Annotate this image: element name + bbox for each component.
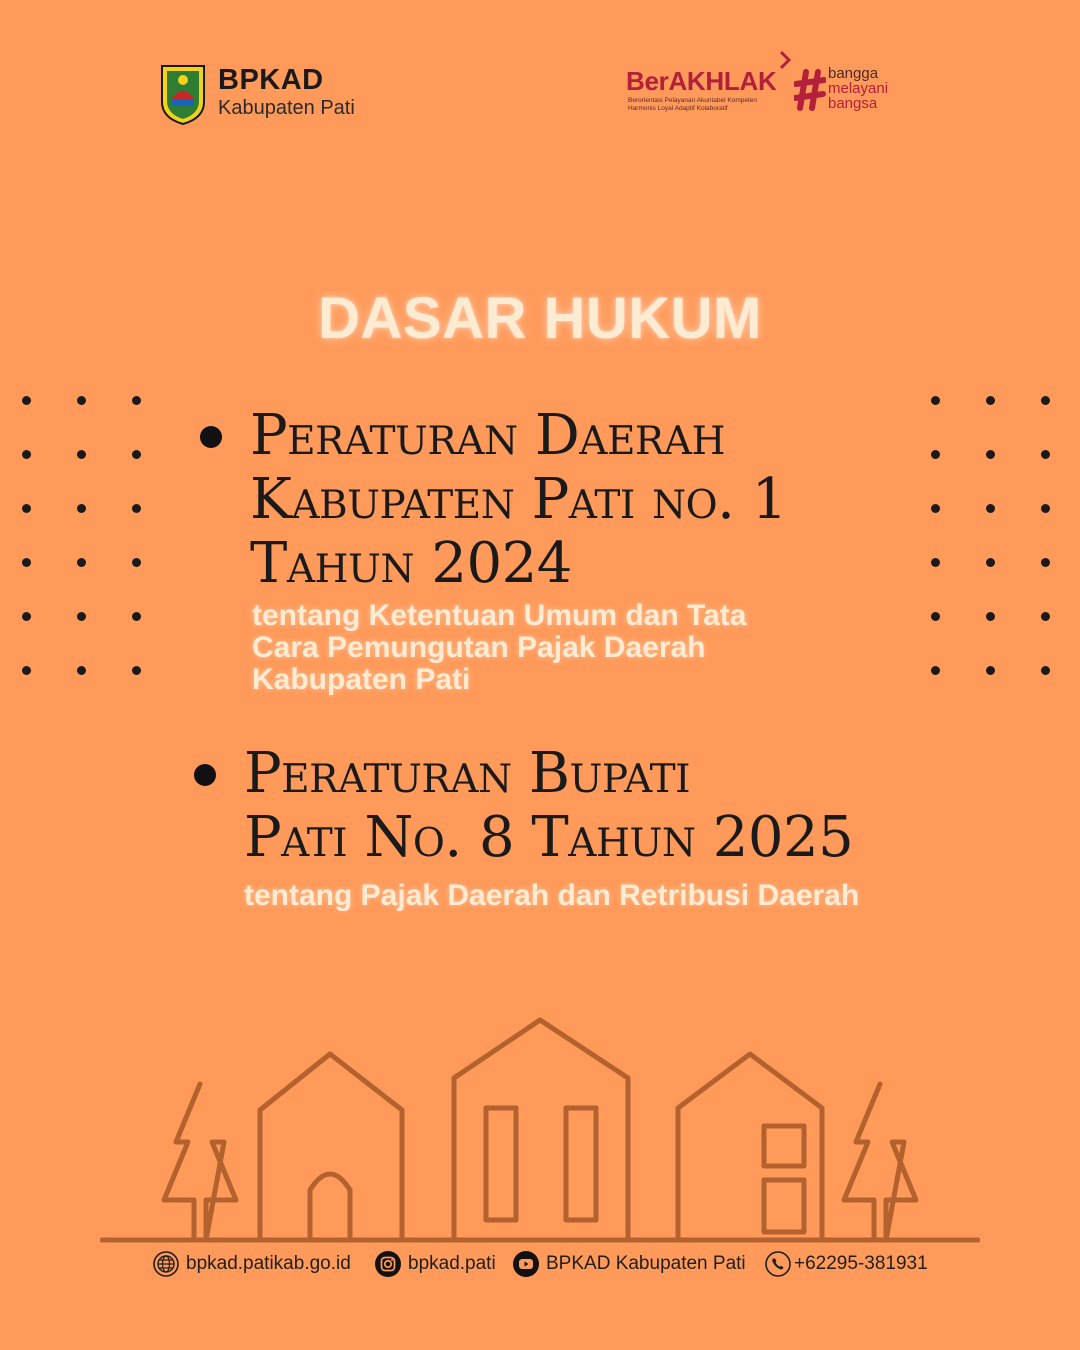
decorative-dot [77,450,86,459]
door-arch [310,1174,350,1240]
decorative-dot [132,612,141,621]
decorative-dot [1041,504,1050,513]
pati-crest-icon [158,62,208,126]
decorative-dot [132,558,141,567]
regulation-title-line: Peraturan Bupati [244,741,691,806]
decorative-dot [1041,396,1050,405]
regulation-title-line: Peraturan Daerah [250,403,725,468]
decorative-dot [132,504,141,513]
youtube-icon [512,1250,540,1278]
chevron-right-icon [778,50,792,70]
decorative-dot [931,558,940,567]
dot-grid-left [22,396,152,686]
berakhlak-tagline: Harmonis Loyal Adaptif Kolaboratif [628,105,728,112]
hashtag-icon [794,66,826,112]
decorative-dot [77,504,86,513]
decorative-dot [986,450,995,459]
berakhlak-logo [626,50,926,120]
house-right [678,1054,822,1240]
decorative-dot [22,450,31,459]
org-subtitle: Kabupaten Pati [218,97,355,119]
window [486,1108,516,1220]
window [566,1108,596,1220]
decorative-dot [132,396,141,405]
phone-text: +62295-381931 [794,1253,928,1274]
berakhlak-tagline: Berorientasi Pelayanan Akuntabel Kompeten [628,97,758,104]
decorative-dot [77,666,86,675]
regulation-description-line: tentang Ketentuan Umum dan Tata [252,599,747,632]
decorative-dot [931,612,940,621]
window [764,1126,804,1166]
tree-right [844,1084,916,1240]
decorative-dot [931,666,940,675]
regulation-title-line: Pati No. 8 Tahun 2025 [244,805,854,870]
globe-icon [152,1250,180,1278]
phone-link[interactable] [764,1248,928,1280]
decorative-dot [22,504,31,513]
decorative-dot [986,666,995,675]
decorative-dot [22,396,31,405]
houses-illustration [100,1012,980,1244]
youtube-link[interactable] [512,1248,746,1280]
decorative-dot [1041,612,1050,621]
decorative-dot [1041,558,1050,567]
decorative-dot [1041,450,1050,459]
decorative-dot [986,612,995,621]
youtube-text: BPKAD Kabupaten Pati [546,1253,746,1274]
instagram-text: bpkad.pati [408,1253,496,1274]
regulation-description-line: Cara Pemungutan Pajak Daerah [252,631,706,664]
regulation-title-line: Tahun 2024 [250,531,572,596]
slogan-word: melayani [828,80,889,97]
bullet-point [200,426,222,448]
decorative-dot [77,558,86,567]
decorative-dot [22,558,31,567]
house-left [260,1054,402,1240]
instagram-link[interactable] [374,1248,496,1280]
decorative-dot [132,450,141,459]
decorative-dot [22,666,31,675]
decorative-dot [22,612,31,621]
regulation-description-line: tentang Pajak Daerah dan Retribusi Daerah [244,879,860,912]
decorative-dot [986,558,995,567]
regulation-title-line: Kabupaten Pati no. 1 [250,467,787,532]
slogan-word: bangga [828,65,879,82]
slogan-word: bangsa [828,95,878,112]
dot-grid-right [931,396,1061,686]
decorative-dot [77,612,86,621]
decorative-dot [931,396,940,405]
org-name: BPKAD [218,64,324,96]
decorative-dot [986,396,995,405]
regulation-description-line: Kabupaten Pati [252,663,471,696]
decorative-dot [1041,666,1050,675]
berakhlak-wordmark: BerAKHLAK [626,66,777,96]
house-center [454,1020,628,1240]
tree-left [164,1084,236,1240]
decorative-dot [986,504,995,513]
decorative-dot [931,450,940,459]
website-text: bpkad.patikab.go.id [186,1253,351,1274]
page-title: DASAR HUKUM [318,286,762,351]
contact-footer [150,1246,950,1282]
bpkad-logo [158,62,358,128]
decorative-dot [132,666,141,675]
decorative-dot [77,396,86,405]
decorative-dot [931,504,940,513]
instagram-icon [374,1250,402,1278]
phone-icon [764,1250,792,1278]
window [764,1180,804,1232]
bullet-point [194,764,216,786]
website-link[interactable] [152,1248,351,1280]
